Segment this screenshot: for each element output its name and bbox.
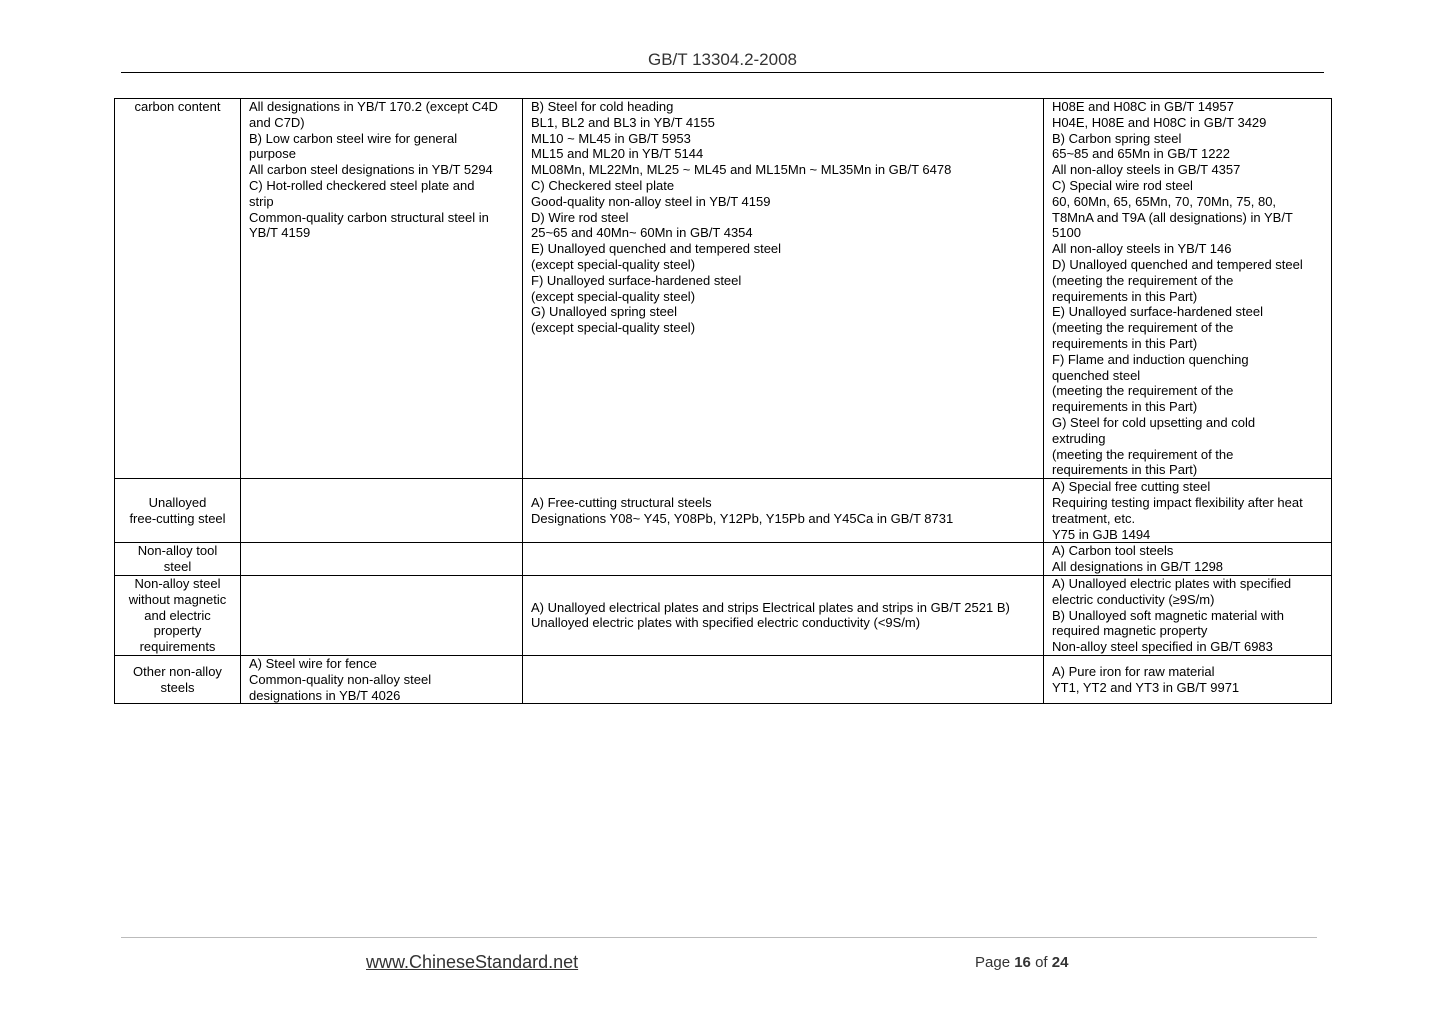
common-quality-cell: [241, 575, 523, 655]
document-header-title: GB/T 13304.2-2008: [647, 50, 797, 69]
good-quality-cell: A) Unalloyed electrical plates and strips Electrical plates and strips in GB/T 2521 B) Unalloyed electric plates with specified electric conductivity (<9S/m): [523, 575, 1044, 655]
good-quality-cell: B) Steel for cold heading BL1, BL2 and BL3 in YB/T 4155 ML10 ~ ML45 in GB/T 5953 ML15 and ML20 in YB/T 5144 ML08Mn, ML22Mn, ML25 ~ ML45 and ML15Mn ~ ML35Mn in GB/T 6478 C) Checkered steel plate Good-quality non-alloy steel in YB/T 4159 D) Wire rod steel 25~65 and 40Mn~ 60Mn in GB/T 4354 E) Unalloyed quenched and tempered steel (except special-quality steel) F) Unalloyed surface-hardened steel (except special-quality steel) G) Unalloyed spring steel (except special-quality steel): [523, 99, 1044, 479]
good-quality-cell: A) Free-cutting structural steels Designations Y08~ Y45, Y08Pb, Y12Pb, Y15Pb and Y45Ca in GB/T 8731: [523, 479, 1044, 543]
category-cell: Non-alloy tool steel: [115, 543, 241, 576]
table-row: [115, 99, 1332, 479]
table-row: [115, 575, 1332, 655]
common-quality-cell: All designations in YB/T 170.2 (except C4D and C7D) B) Low carbon steel wire for general purpose All carbon steel designations in YB/T 5294 C) Hot-rolled checkered steel plate and strip Common-quality carbon structural steel in YB/T 4159: [241, 99, 523, 479]
good-quality-cell: [523, 655, 1044, 703]
special-quality-cell: A) Carbon tool steels All designations in GB/T 1298: [1044, 543, 1332, 576]
category-cell: Non-alloy steel without magnetic and electric property requirements: [115, 575, 241, 655]
special-quality-cell: A) Special free cutting steel Requiring testing impact flexibility after heat treatment, etc. Y75 in GJB 1494: [1044, 479, 1332, 543]
footer-rule: [121, 937, 1317, 938]
table-row: [115, 479, 1332, 543]
good-quality-cell: [523, 543, 1044, 576]
page-total-number: 24: [1051, 954, 1069, 971]
special-quality-cell: A) Pure iron for raw material YT1, YT2 and YT3 in GB/T 9971: [1044, 655, 1332, 703]
page-current-number: 16: [1014, 954, 1031, 971]
website-link[interactable]: www.ChineseStandard.net: [366, 952, 579, 972]
category-cell: Other non-alloy steels: [115, 655, 241, 703]
special-quality-cell: H08E and H08C in GB/T 14957 H04E, H08E and H08C in GB/T 3429 B) Carbon spring steel 65~85 and 65Mn in GB/T 1222 All non-alloy steels in GB/T 4357 C) Special wire rod steel 60, 60Mn, 65, 65Mn, 70, 70Mn, 75, 80, T8MnA and T9A (all designations) in YB/T 5100 All non-alloy steels in YB/T 146 D) Unalloyed quenched and tempered steel (meeting the requirement of the requirements in this Part) E) Unalloyed surface-hardened steel (meeting the requirement of the requirements in this Part) F) Flame and induction quenching quenched steel (meeting the requirement of the requirements in this Part) G) Steel for cold upsetting and cold extruding (meeting the requirement of the requirements in this Part): [1044, 99, 1332, 479]
header-rule: [121, 72, 1324, 73]
table-row: [115, 655, 1332, 703]
page-label: Page: [975, 954, 1011, 971]
page-indicator: [975, 952, 1068, 974]
classification-table: [114, 98, 1332, 704]
table-row: [115, 543, 1332, 576]
common-quality-cell: A) Steel wire for fence Common-quality non-alloy steel designations in YB/T 4026: [241, 655, 523, 703]
special-quality-cell: A) Unalloyed electric plates with specified electric conductivity (≥9S/m) B) Unalloyed soft magnetic material with required magnetic property Non-alloy steel specified in GB/T 6983: [1044, 575, 1332, 655]
category-cell: Unalloyed free-cutting steel: [115, 479, 241, 543]
page-of-label: of: [1035, 954, 1048, 971]
common-quality-cell: [241, 479, 523, 543]
common-quality-cell: [241, 543, 523, 576]
category-cell: carbon content: [115, 99, 241, 479]
